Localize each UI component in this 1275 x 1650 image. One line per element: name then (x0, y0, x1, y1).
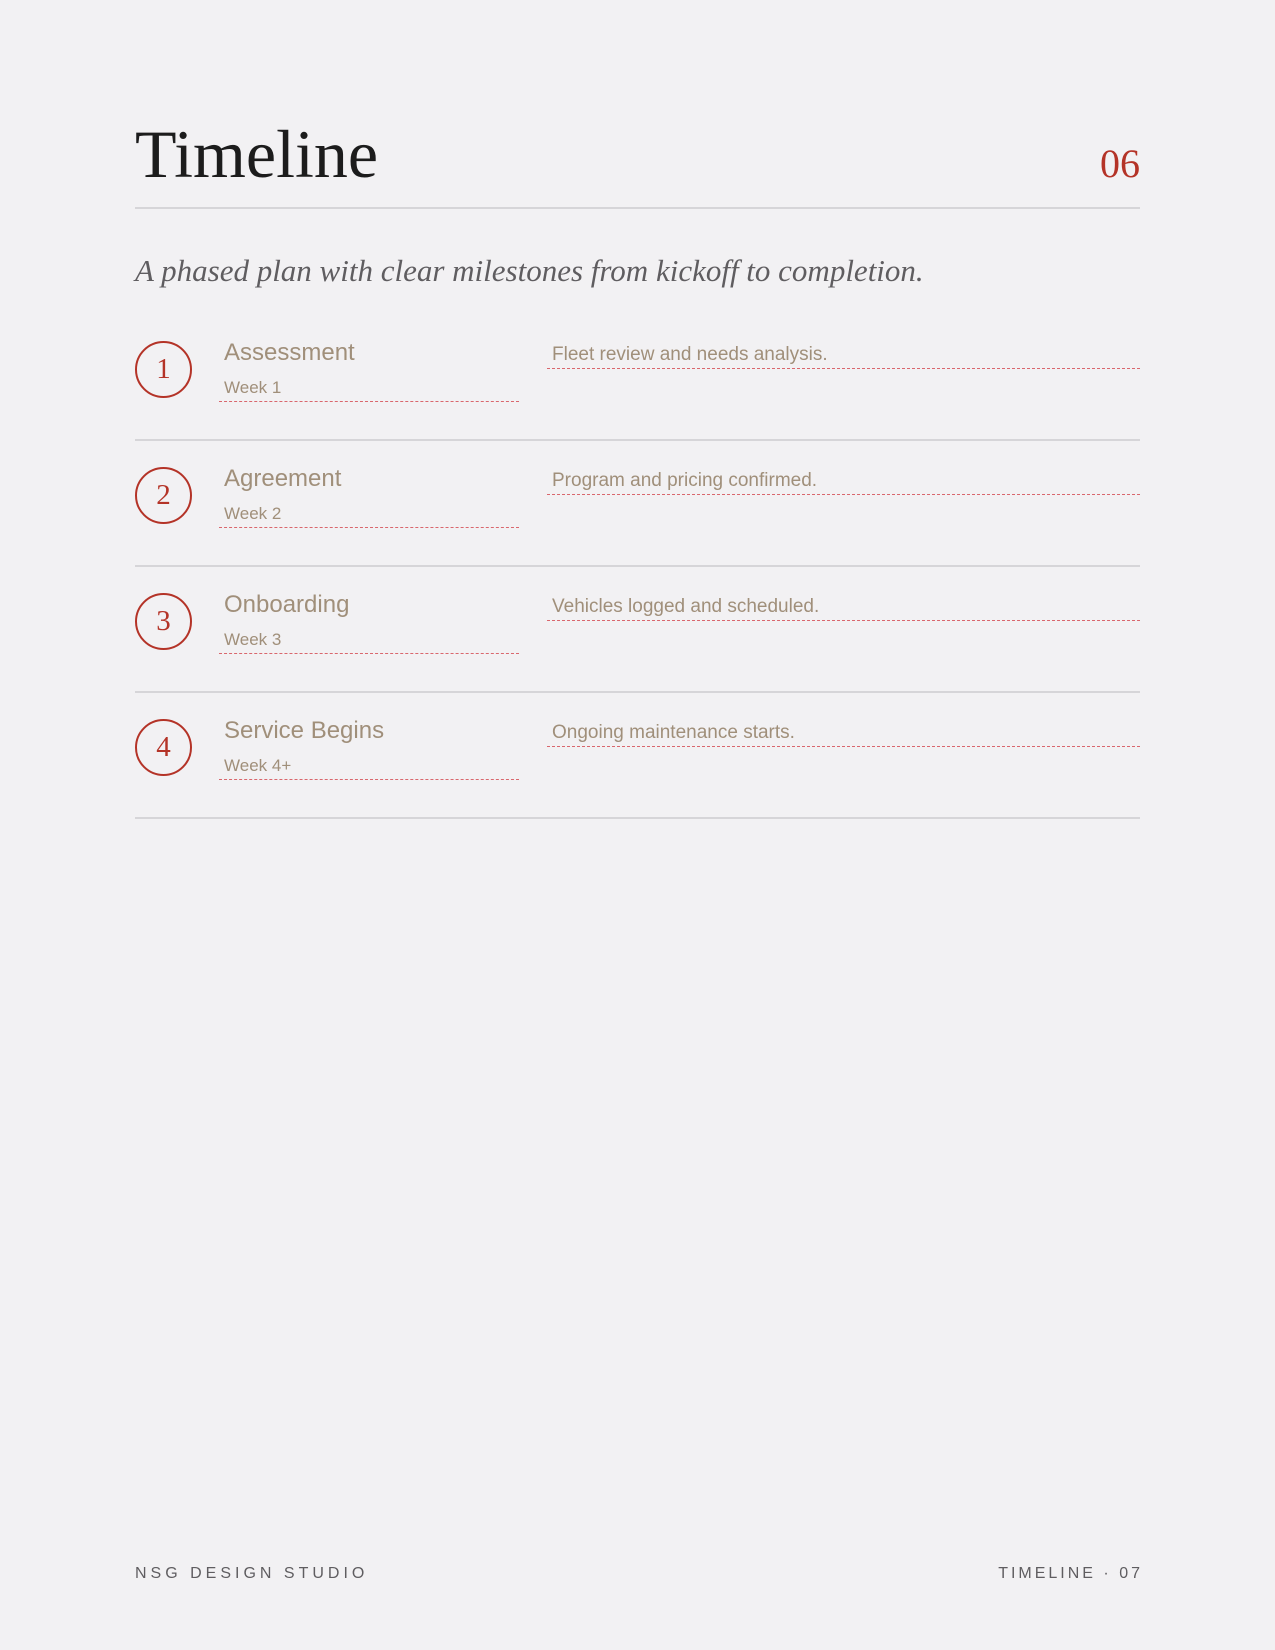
step-number-badge: 4 (135, 719, 192, 776)
timeline-list (135, 315, 1140, 819)
step-description: Fleet review and needs analysis. (547, 344, 1140, 369)
page-header (135, 108, 1140, 209)
footer-page-label: TIMELINE · 07 (998, 1565, 1143, 1582)
step-main (219, 338, 519, 402)
section-number: 06 (1100, 141, 1140, 186)
page-title: Timeline (135, 116, 379, 192)
timeline-step (135, 441, 1140, 567)
document-page (135, 0, 1143, 1650)
page-subtitle: A phased plan with clear milestones from kickoff to completion. (135, 253, 924, 288)
timeline-step (135, 567, 1140, 693)
step-main (219, 464, 519, 528)
step-week: Week 1 (219, 377, 519, 402)
step-title: Service Begins (224, 717, 385, 744)
footer-studio-name: NSG DESIGN STUDIO (135, 1565, 369, 1582)
step-week: Week 4+ (219, 755, 519, 780)
step-main (219, 590, 519, 654)
step-title: Assessment (224, 339, 355, 366)
timeline-step (135, 693, 1140, 819)
step-number-badge: 3 (135, 593, 192, 650)
step-week: Week 3 (219, 629, 519, 654)
step-description: Program and pricing confirmed. (547, 470, 1140, 495)
timeline-step (135, 315, 1140, 441)
step-number-badge: 2 (135, 467, 192, 524)
step-description: Ongoing maintenance starts. (547, 722, 1140, 747)
step-number-badge: 1 (135, 341, 192, 398)
step-week: Week 2 (219, 503, 519, 528)
step-title: Onboarding (224, 591, 350, 618)
step-description: Vehicles logged and scheduled. (547, 596, 1140, 621)
step-title: Agreement (224, 465, 342, 492)
step-main (219, 716, 519, 780)
